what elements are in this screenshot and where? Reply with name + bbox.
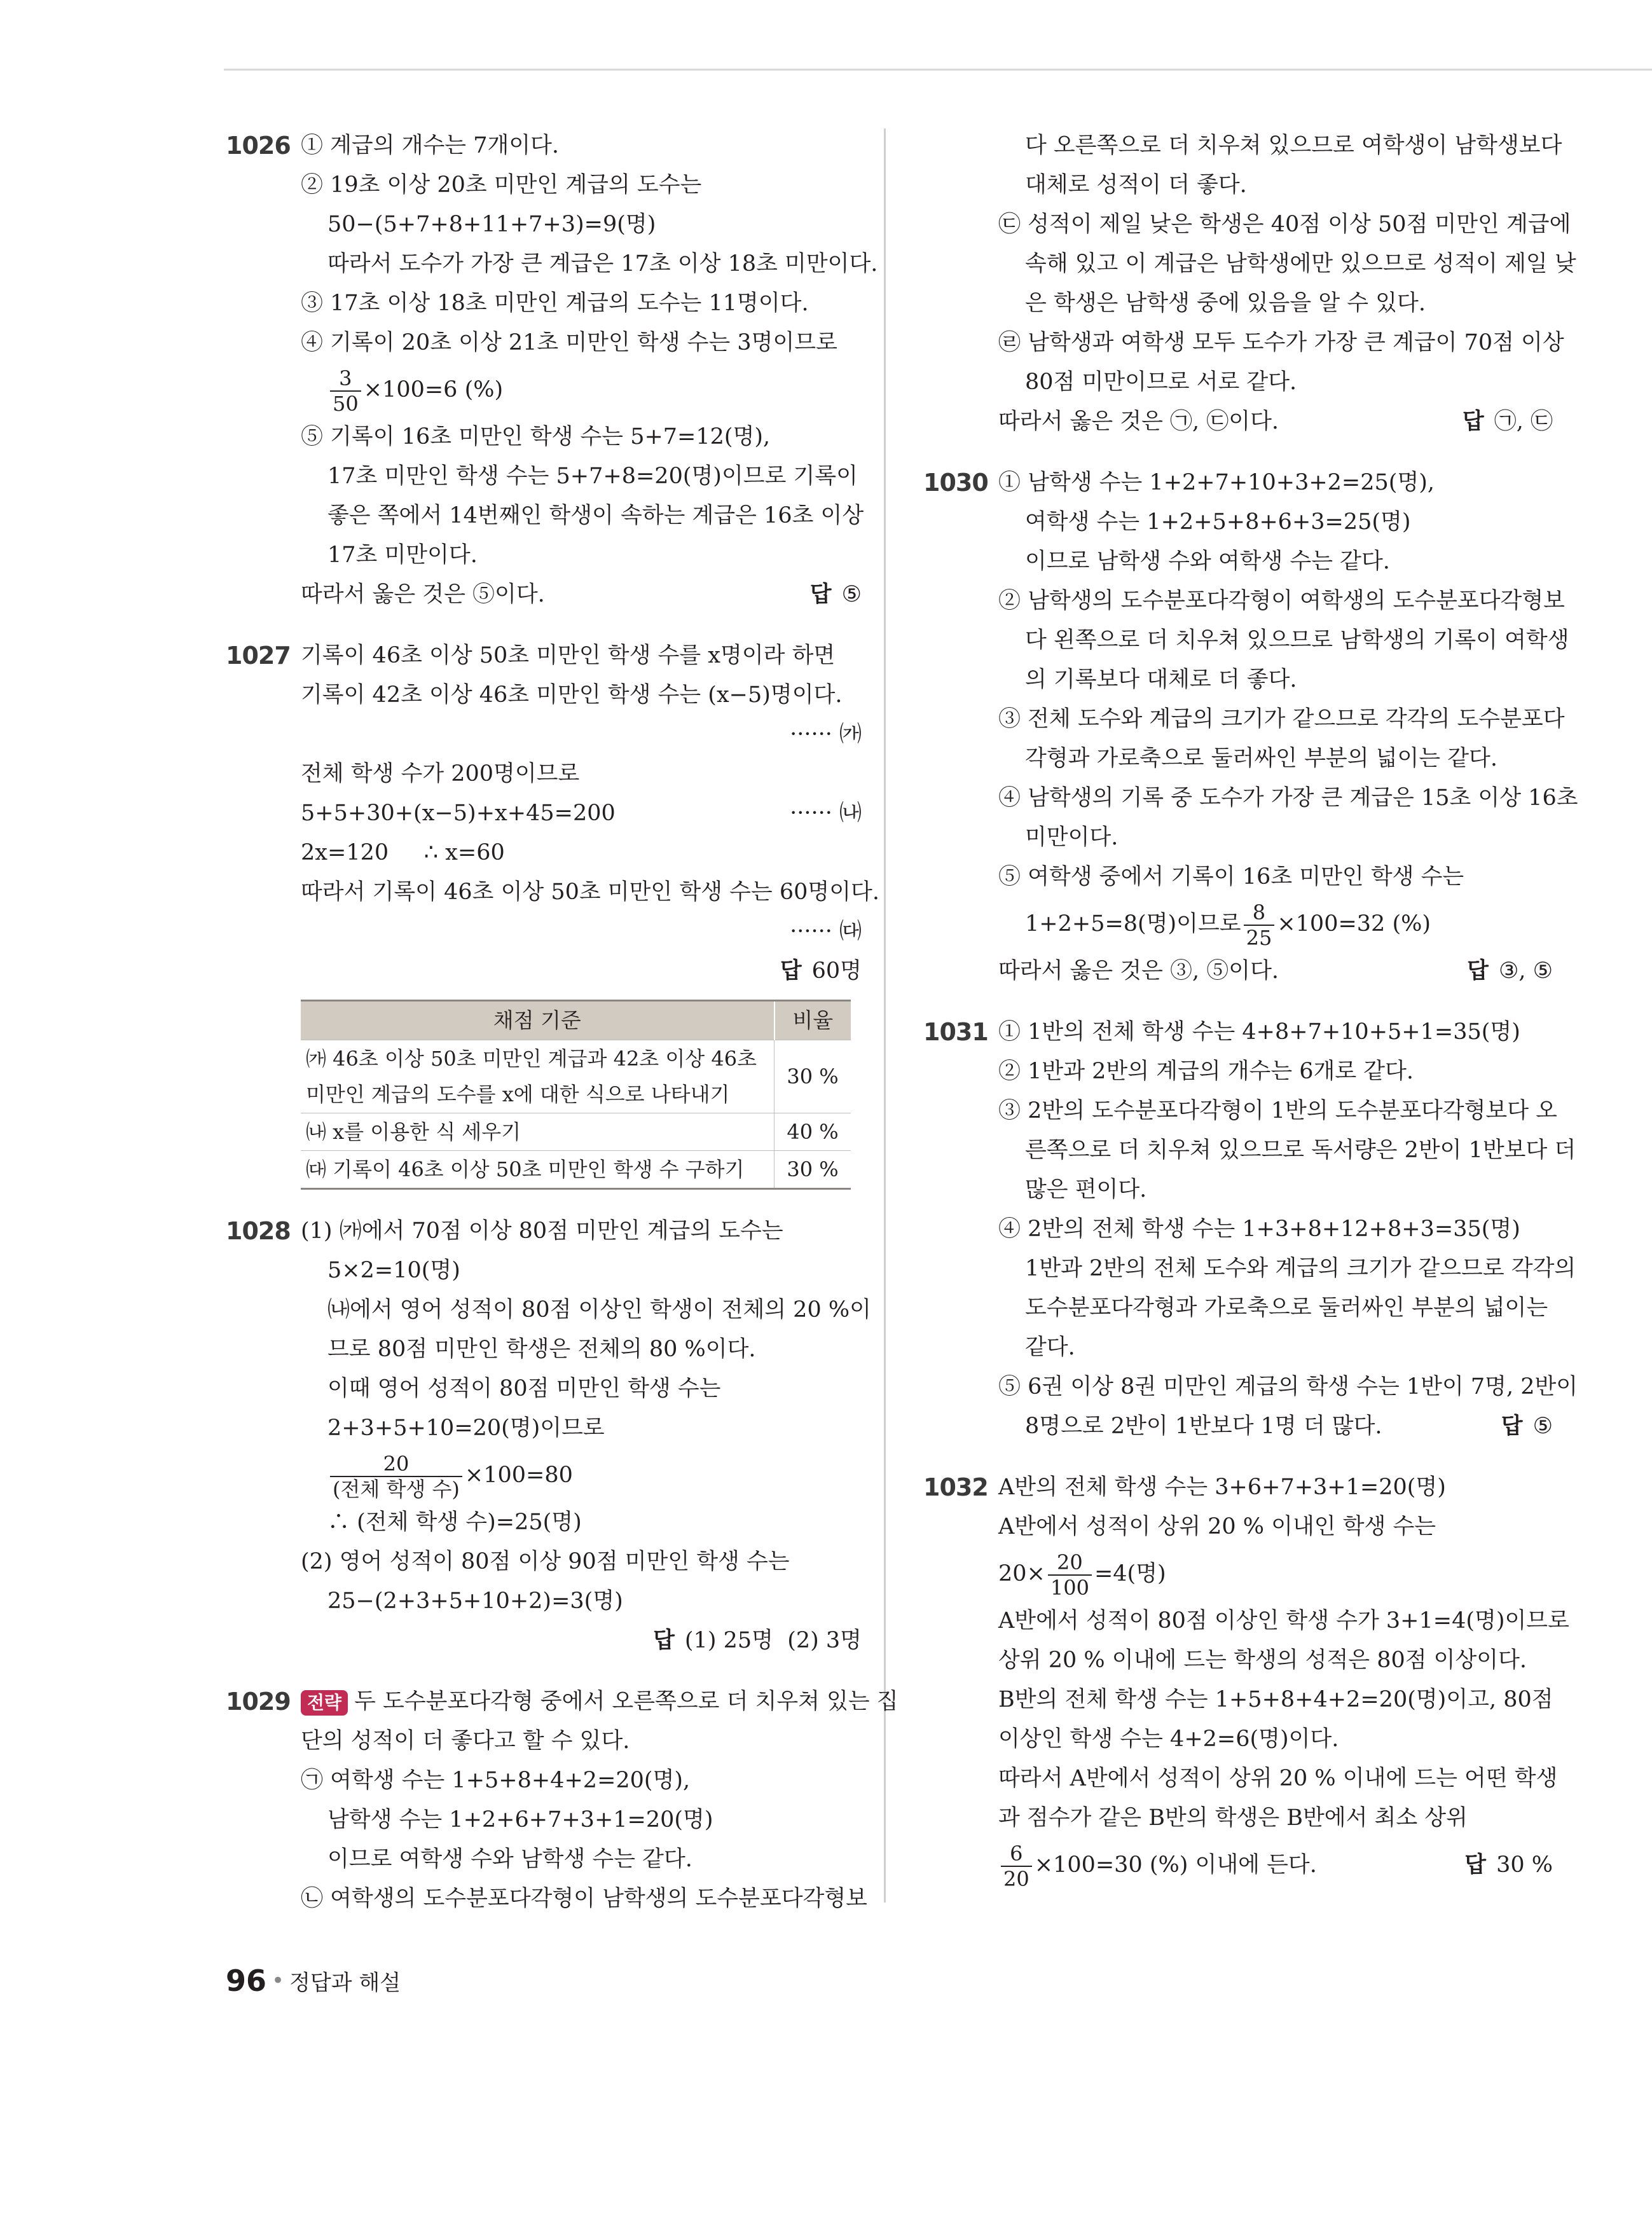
expression: ×100=80	[464, 1463, 573, 1488]
problem-1031	[923, 1012, 1578, 1446]
line: (2) 영어 성적이 80점 이상 90점 미만인 학생 수는	[301, 1549, 790, 1574]
denominator: 50	[333, 391, 359, 416]
right-column	[923, 126, 1578, 1914]
line: 전체 학생 수가 200명이므로	[301, 761, 580, 787]
criteria-cell: ㈐ 기록이 46초 이상 50초 미만인 학생 수 구하기	[301, 1151, 774, 1189]
line: ① 계급의 개수는 7개이다.	[301, 133, 560, 158]
line: ㉡ 여학생의 도수분포다각형이 남학생의 도수분포다각형보	[301, 1886, 867, 1911]
expression: ×100=6 (%)	[363, 377, 504, 403]
answer-row	[998, 1407, 1553, 1446]
line: ㉣ 남학생과 여학생 모두 도수가 가장 큰 계급이 70점 이상	[998, 330, 1564, 355]
conclusion: 따라서 옳은 것은 ③, ⑤이다.	[998, 958, 1279, 984]
criteria-cell: ㈏ x를 이용한 식 세우기	[301, 1113, 774, 1151]
answer-value: 30 %	[1496, 1852, 1553, 1878]
line: ④ 2반의 전체 학생 수는 1+3+8+12+8+3=35(명)	[998, 1216, 1520, 1242]
numerator: 20	[1048, 1550, 1092, 1576]
grading-table	[301, 1000, 851, 1190]
rate-cell: 40 %	[774, 1113, 851, 1151]
rate-cell: 30 %	[774, 1151, 851, 1189]
line: 다 오른쪽으로 더 치우쳐 있으므로 여학생이 남학생보다	[1025, 133, 1562, 158]
fraction	[1001, 1841, 1032, 1891]
answer	[1464, 1838, 1553, 1892]
answer-value: ⑤	[1532, 1414, 1553, 1439]
fraction	[330, 366, 361, 416]
line: ⑤ 기록이 16초 미만인 학생 수는 5+7=12(명),	[301, 424, 771, 450]
column-divider	[884, 128, 886, 1903]
line: 은 학생은 남학생 중에 있음을 알 수 있다.	[1025, 291, 1426, 316]
line: A반의 전체 학생 수는 3+6+7+3+1=20(명)	[998, 1475, 1446, 1500]
problem-number: 1026	[226, 132, 291, 160]
answer-label: 답	[1501, 1414, 1523, 1439]
line	[301, 1682, 898, 1721]
line: 1반과 2반의 전체 도수와 계급의 크기가 같으므로 각각의	[1025, 1256, 1576, 1281]
fraction-line	[998, 1546, 1553, 1601]
line: 도수분포다각형과 가로축으로 둘러싸인 부분의 넓이는	[1025, 1295, 1548, 1321]
step-marker: ······ ㈎	[790, 722, 862, 747]
line: ③ 전체 도수와 계급의 크기가 같으므로 각각의 도수분포다	[998, 706, 1565, 732]
line: (1) ㈎에서 70점 이상 80점 미만인 계급의 도수는	[301, 1218, 783, 1244]
line: 상위 20 % 이내에 드는 학생의 성적은 80점 이상이다.	[998, 1648, 1527, 1673]
line: ④ 남학생의 기록 중 도수가 가장 큰 계급은 15초 이상 16초	[998, 785, 1578, 811]
line: 많은 편이다.	[1025, 1177, 1147, 1202]
fraction-line	[998, 897, 1553, 951]
table-header-row	[301, 1001, 851, 1040]
line: 의 기록보다 대체로 더 좋다.	[1025, 667, 1297, 692]
rate-cell: 30 %	[774, 1040, 851, 1113]
answer	[1467, 951, 1553, 991]
line: 속해 있고 이 계급은 남학생에만 있으므로 성적이 제일 낮	[1025, 251, 1576, 277]
table-row	[301, 1151, 851, 1189]
answer	[301, 1621, 862, 1660]
line: ⑤ 여학생 중에서 기록이 16초 미만인 학생 수는	[998, 864, 1464, 890]
answer	[1463, 402, 1553, 441]
line: B반의 전체 학생 수는 1+5+8+4+2=20(명)이고, 80점	[998, 1687, 1553, 1712]
answer-label: 답	[1464, 1852, 1487, 1878]
line: ㉢ 성적이 제일 낮은 학생은 40점 이상 50점 미만인 계급에	[998, 212, 1571, 237]
answer	[1501, 1407, 1553, 1446]
answer-row	[998, 951, 1553, 991]
section-title: 정답과 해설	[289, 1970, 401, 1996]
table-row	[301, 1040, 851, 1113]
line: A반에서 성적이 80점 이상인 학생 수가 3+1=4(명)이므로	[998, 1608, 1569, 1634]
problem-1026	[226, 126, 878, 614]
line: ② 1반과 2반의 계급의 개수는 6개로 같다.	[998, 1059, 1414, 1084]
line: 5+5+30+(x−5)+x+45=200	[301, 801, 616, 826]
bullet-separator: •	[272, 1968, 285, 1993]
conclusion: 따라서 옳은 것은 ㉠, ㉢이다.	[998, 409, 1279, 434]
line: 이상인 학생 수는 4+2=6(명)이다.	[998, 1726, 1339, 1752]
line: 5×2=10(명)	[327, 1258, 460, 1283]
problem-number: 1029	[226, 1688, 291, 1716]
line: 25−(2+3+5+10+2)=3(명)	[327, 1588, 623, 1614]
expression: 1+2+5=8(명)이므로	[1025, 911, 1241, 937]
problem-number: 1028	[226, 1217, 291, 1245]
line: 남학생 수는 1+2+6+7+3+1=20(명)	[327, 1807, 713, 1833]
line: 각형과 가로축으로 둘러싸인 부분의 넓이는 같다.	[1025, 746, 1497, 771]
answer	[810, 575, 862, 614]
problem-1030	[923, 463, 1578, 991]
problem-number: 1027	[226, 642, 291, 670]
expression: ×100=30 (%) 이내에 든다.	[1034, 1852, 1317, 1878]
expression: =4(명)	[1094, 1561, 1166, 1586]
line: 17초 미만이다.	[327, 542, 478, 568]
strategy-tag: 전략	[301, 1690, 348, 1716]
left-column	[226, 126, 898, 1940]
problem-number: 1031	[923, 1018, 988, 1046]
criteria-cell: ㈎ 46초 이상 50초 미만인 계급과 42초 이상 46초 미만인 계급의 도수를 x에 대한 식으로 나타내기	[301, 1040, 774, 1113]
answer-value: (1) 25명 (2) 3명	[684, 1628, 862, 1653]
denominator: (전체 학생 수)	[333, 1476, 460, 1501]
line-with-marker	[301, 794, 862, 833]
line: 른쪽으로 더 치우쳐 있으므로 독서량은 2반이 1반보다 더	[1025, 1138, 1576, 1163]
line: ③ 17초 이상 18초 미만인 계급의 도수는 11명이다.	[301, 291, 809, 316]
line: ∴ (전체 학생 수)=25(명)	[327, 1510, 582, 1535]
numerator: 3	[330, 366, 361, 392]
problem-1029	[226, 1682, 898, 1918]
answer-label: 답	[1467, 958, 1489, 984]
answer-value: 60명	[811, 958, 862, 984]
page-footer	[226, 1964, 401, 1998]
line: ② 19초 이상 20초 미만인 계급의 도수는	[301, 172, 702, 198]
line: ⑤ 6권 이상 8권 미만인 계급의 학생 수는 1반이 7명, 2반이	[998, 1374, 1578, 1400]
line-text: 두 도수분포다각형 중에서 오른쪽으로 더 치우쳐 있는 집	[354, 1689, 898, 1714]
expression: ×100=32 (%)	[1277, 911, 1431, 937]
column-header-criteria: 채점 기준	[301, 1001, 774, 1040]
line: ③ 2반의 도수분포다각형이 1반의 도수분포다각형보다 오	[998, 1098, 1557, 1124]
line: 과 점수가 같은 B반의 학생은 B반에서 최소 상위	[998, 1805, 1468, 1831]
column-header-rate: 비율	[774, 1001, 851, 1040]
line: 이때 영어 성적이 80점 미만인 학생 수는	[327, 1376, 721, 1401]
answer-label: 답	[1462, 409, 1484, 434]
answer-value: ③, ⑤	[1498, 958, 1553, 984]
fraction-line	[998, 1838, 1317, 1892]
line: 미만이다.	[1025, 825, 1119, 850]
fraction	[1244, 900, 1275, 950]
line: 이므로 남학생 수와 여학생 수는 같다.	[1025, 549, 1390, 574]
conclusion: 따라서 옳은 것은 ⑤이다.	[301, 582, 545, 607]
line: 기록이 46초 이상 50초 미만인 학생 수를 x명이라 하면	[301, 643, 836, 668]
denominator: 20	[1003, 1866, 1029, 1891]
line: 좋은 쪽에서 14번째인 학생이 속하는 계급은 16초 이상	[327, 503, 864, 528]
header-rule	[224, 69, 1652, 71]
line: 따라서 기록이 46초 이상 50초 미만인 학생 수는 60명이다.	[301, 879, 879, 905]
step-marker: ······ ㈐	[790, 919, 862, 944]
problem-1032	[923, 1468, 1569, 1892]
line: ② 남학생의 도수분포다각형이 여학생의 도수분포다각형보	[998, 588, 1565, 614]
numerator: 20	[330, 1452, 462, 1477]
answer-label: 답	[653, 1628, 675, 1653]
table-row	[301, 1113, 851, 1151]
page-number: 96	[226, 1964, 267, 1998]
fraction-line	[301, 362, 862, 417]
problem-1027	[226, 636, 879, 1190]
fraction	[1048, 1550, 1092, 1600]
fraction-line	[301, 1448, 862, 1503]
line: A반에서 성적이 상위 20 % 이내인 학생 수는	[998, 1514, 1436, 1539]
line: ① 1반의 전체 학생 수는 4+8+7+10+5+1=35(명)	[998, 1019, 1520, 1045]
line: 17초 미만인 학생 수는 5+7+8=20(명)이므로 기록이	[327, 464, 858, 489]
expression: 20×	[998, 1561, 1045, 1586]
answer-value: ⑤	[841, 582, 862, 607]
answer-value: ㉠, ㉢	[1494, 409, 1553, 434]
line: 2x=120 ∴ x=60	[301, 840, 505, 865]
fraction	[330, 1452, 462, 1501]
line: ④ 기록이 20초 이상 21초 미만인 학생 수는 3명이므로	[301, 330, 837, 355]
problem-1029-continued	[923, 126, 1576, 441]
line: 따라서 A반에서 성적이 상위 20 % 이내에 드는 어떤 학생	[998, 1766, 1558, 1791]
line: 같다.	[1025, 1335, 1075, 1360]
line: 므로 80점 미만인 학생은 전체의 80 %이다.	[327, 1337, 756, 1362]
answer-row	[998, 402, 1553, 441]
line: 2+3+5+10=20(명)이므로	[327, 1415, 605, 1441]
line: 기록이 42초 이상 46초 미만인 학생 수는 (x−5)명이다.	[301, 682, 843, 708]
line: 따라서 도수가 가장 큰 계급은 17초 이상 18초 미만이다.	[327, 251, 878, 277]
line: 이므로 여학생 수와 남학생 수는 같다.	[327, 1847, 692, 1872]
problem-number: 1030	[923, 469, 988, 497]
line: 여학생 수는 1+2+5+8+6+3=25(명)	[1025, 509, 1411, 535]
line: 다 왼쪽으로 더 치우쳐 있으므로 남학생의 기록이 여학생	[1025, 628, 1569, 653]
answer-row	[301, 575, 862, 614]
problem-1028	[226, 1211, 871, 1660]
line: 단의 성적이 더 좋다고 할 수 있다.	[301, 1728, 630, 1754]
line: 대체로 성적이 더 좋다.	[1025, 172, 1247, 198]
numerator: 6	[1001, 1841, 1032, 1867]
line: 50−(5+7+8+11+7+3)=9(명)	[327, 212, 656, 237]
answer-label: 답	[809, 582, 832, 607]
line: ㉠ 여학생 수는 1+5+8+4+2=20(명),	[301, 1768, 691, 1793]
line: 80점 미만이므로 서로 같다.	[1025, 369, 1297, 395]
denominator: 100	[1050, 1575, 1089, 1600]
step-marker: ······ ㈏	[790, 801, 862, 826]
answer-label: 답	[780, 958, 802, 984]
line: ① 남학생 수는 1+2+7+10+3+2=25(명),	[998, 470, 1435, 495]
line: ㈏에서 영어 성적이 80점 이상인 학생이 전체의 20 %이	[327, 1297, 871, 1323]
answer	[301, 951, 862, 991]
problem-number: 1032	[923, 1473, 988, 1501]
line: 8명으로 2반이 1반보다 1명 더 많다.	[1025, 1414, 1382, 1439]
answer-row	[998, 1838, 1553, 1892]
numerator: 8	[1244, 900, 1275, 926]
denominator: 25	[1246, 925, 1272, 950]
